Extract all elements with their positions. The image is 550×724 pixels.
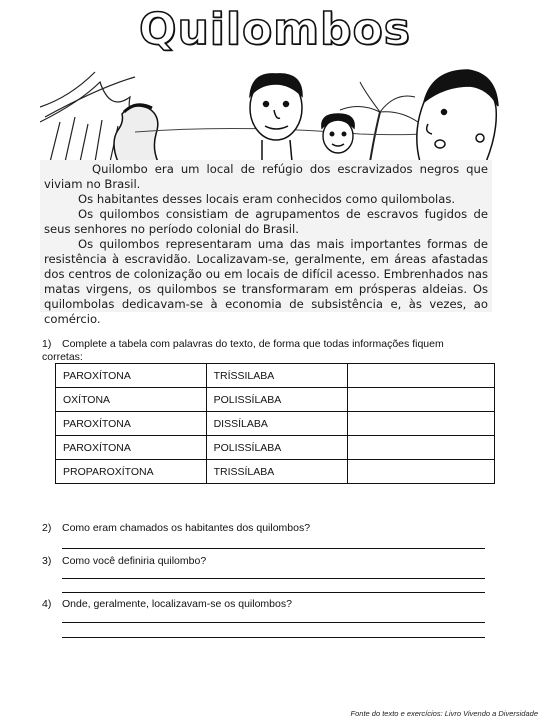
stress-cell: PAROXÍTONA <box>56 364 207 388</box>
table-row <box>56 412 495 436</box>
syllable-cell: POLISSÍLABA <box>206 436 347 460</box>
answer-line[interactable] <box>62 637 485 638</box>
answer-cell[interactable] <box>348 388 495 412</box>
question-1 <box>42 338 482 364</box>
syllable-cell: DISSÍLABA <box>206 412 347 436</box>
stress-cell: PAROXÍTONA <box>56 412 207 436</box>
question-number: 1) <box>42 338 52 350</box>
woman-face-drawing <box>417 70 498 162</box>
question-text: Onde, geralmente, localizavam-se os quilombos? <box>62 598 292 610</box>
syllable-cell: TRISSÍLABA <box>206 460 347 484</box>
table-row <box>56 364 495 388</box>
man-face-drawing <box>250 74 302 162</box>
question-2 <box>42 522 310 534</box>
source-credit: Fonte do texto e exercícios: Livro Vivendo a Diversidade <box>350 709 538 718</box>
left-face-drawing <box>114 105 158 162</box>
child-face-drawing <box>322 114 354 153</box>
answer-line[interactable] <box>62 578 485 579</box>
word-classification-table <box>55 363 495 484</box>
table-row <box>56 460 495 484</box>
question-number: 3) <box>42 555 52 567</box>
paragraph: Os quilombos consistiam de agrupamentos de escravos fugidos de seus senhores no período colonial do Brasil. <box>44 207 488 236</box>
answer-line[interactable] <box>62 622 485 623</box>
answer-line[interactable] <box>62 548 485 549</box>
answer-line[interactable] <box>62 592 485 593</box>
answer-cell[interactable] <box>348 436 495 460</box>
question-text: Como você definiria quilombo? <box>62 555 207 567</box>
answer-cell[interactable] <box>348 460 495 484</box>
answer-cell[interactable] <box>348 412 495 436</box>
table-row <box>56 388 495 412</box>
stress-cell: OXÍTONA <box>56 388 207 412</box>
illustration <box>40 62 500 162</box>
question-text: Complete a tabela com palavras do texto, de forma que todas informações fiquem corretas: <box>42 338 444 363</box>
stress-cell: PROPAROXÍTONA <box>56 460 207 484</box>
stress-cell: PAROXÍTONA <box>56 436 207 460</box>
paragraph: Quilombo era um local de refúgio dos escravizados negros que viviam no Brasil. <box>44 162 488 191</box>
question-3 <box>42 555 206 567</box>
table-row <box>56 436 495 460</box>
question-number: 2) <box>42 522 52 534</box>
question-number: 4) <box>42 598 52 610</box>
question-text: Como eram chamados os habitantes dos quilombos? <box>62 522 311 534</box>
page-title: Quilombos <box>139 4 411 55</box>
paragraph: Os quilombos representaram uma das mais importantes formas de resistência à escravidão. Localizavam-se, geralmente, em áreas afastadas dos centros de colonização ou em locais de difícil acesso. Embrenhados nas matas virgens, os quilombos se transformaram em prósperas aldeias. Os quilombolas dedicavam-se à economia de subsistência e, às vezes, ao comércio. <box>44 237 488 326</box>
syllable-cell: POLISSÍLABA <box>206 388 347 412</box>
question-4 <box>42 598 292 610</box>
syllable-cell: TRÍSSILABA <box>206 364 347 388</box>
answer-cell[interactable] <box>348 364 495 388</box>
paragraph: Os habitantes desses locais eram conhecidos como quilombolas. <box>78 192 456 206</box>
text-passage <box>40 160 492 326</box>
